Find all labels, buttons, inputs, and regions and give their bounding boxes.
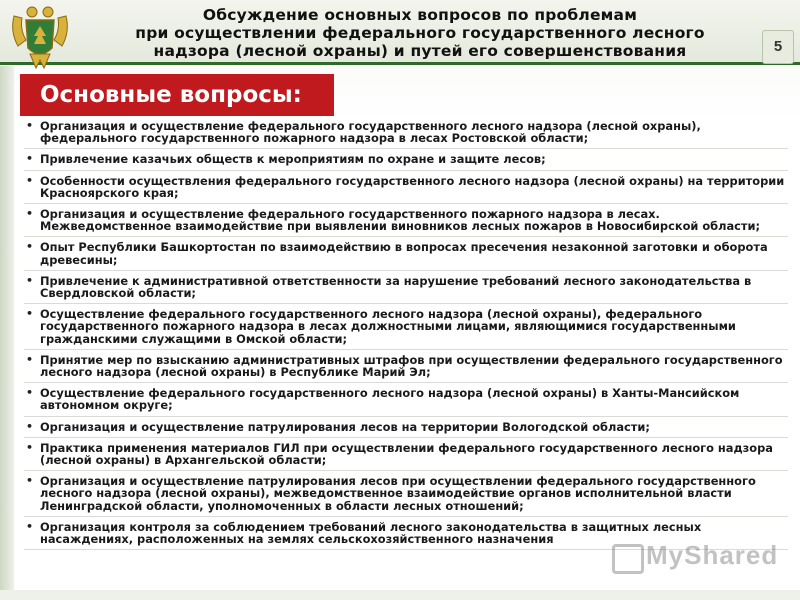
list-item [24, 421, 788, 438]
list-item-text: Осуществление федерального государственного лесного надзора (лесной охраны), федерального государственного пожарного надзора в лесах должностными лицами, являющимися государственными гражданскими служащими в Омской области; [40, 307, 736, 346]
watermark-logo-icon [612, 544, 644, 574]
list-item-text: Опыт Республики Башкортостан по взаимодействию в вопросах пресечения незаконной заготовки и оборота древесины; [40, 240, 768, 267]
header-band [0, 0, 800, 65]
bullet-icon: • [26, 152, 34, 166]
list-item-text: Особенности осуществления федерального государственного лесного надзора (лесной охраны) на территории Красноярского края; [40, 173, 785, 200]
coat-of-arms-emblem-icon [8, 2, 72, 72]
list-item [24, 275, 788, 304]
list-item-text: Организация и осуществление патрулирования лесов при осуществлении федерального государственного лесного надзора (лесной охраны), межведомственное взаимодействие органов исполнительной власти Ленинградской области, уполномоченных в области лесных отношений; [40, 474, 756, 513]
bullet-icon: • [26, 386, 34, 400]
list-item-text: Привлечение казачьих обществ к мероприятиям по охране и защите лесов; [40, 152, 546, 167]
list-item-text: Организация контроля за соблюдением требований лесного законодательства в защитных лесных насаждениях, расположенных на землях сельскохозяйственного назначения [40, 519, 702, 547]
list-item [24, 241, 788, 270]
bullet-icon: • [26, 173, 34, 187]
list-item [24, 153, 788, 170]
section-heading: Основные вопросы: [20, 74, 334, 116]
list-item-text: Организация и осуществление федерального государственного пожарного надзора в лесах. Межведомственное взаимодействие при выявлении виновников лесных пожаров в Новосибирской области; [40, 207, 761, 234]
list-item-text: Принятие мер по взысканию административных штрафов при осуществлении федерального государственного лесного надзора (лесной охраны) в Республике Марий Эл; [40, 352, 783, 380]
list-item-text: Организация и осуществление патрулирования лесов на территории Вологодской области; [40, 419, 650, 434]
list-item-text: Практика применения материалов ГИЛ при осуществлении федерального государственного лесного надзора (лесной охраны) в Архангельской области; [40, 440, 773, 468]
bullet-icon: • [26, 307, 34, 321]
list-item-text: Привлечение к административной ответственности за нарушение требований лесного законодательства в Свердловской области; [40, 273, 752, 301]
bullet-icon: • [26, 273, 34, 287]
watermark [612, 540, 779, 574]
watermark-text: MyShared [646, 540, 779, 570]
bullet-icon: • [26, 419, 34, 433]
issues-list [24, 120, 788, 554]
bottom-decor-bar [0, 590, 800, 600]
page-title: Обсуждение основных вопросов по проблемам при осуществлении федерального государственного лесного надзора (лесной охраны) и путей его совершенствования [135, 6, 705, 60]
list-item [24, 387, 788, 416]
bullet-icon: • [26, 352, 34, 366]
page-number: 5 [762, 30, 794, 64]
bullet-icon: • [26, 240, 34, 254]
list-item [24, 208, 788, 237]
bullet-icon: • [26, 519, 34, 533]
list-item-text: Осуществление федерального государственного лесного надзора (лесной охраны) в Ханты-Мансийском автономном округе; [40, 386, 740, 413]
list-item-text: Организация и осуществление федерального государственного лесного надзора (лесной охраны), федерального государственного пожарного надзора в лесах Ростовской области; [40, 119, 701, 146]
list-item [24, 475, 788, 517]
list-item [24, 308, 788, 350]
left-decor-bar [0, 66, 14, 600]
bullet-icon: • [26, 440, 34, 454]
list-item [24, 354, 788, 383]
bullet-icon: • [26, 474, 34, 488]
bullet-icon: • [26, 207, 34, 221]
bullet-icon: • [26, 119, 34, 132]
list-item [24, 442, 788, 471]
list-item [24, 175, 788, 204]
list-item [24, 120, 788, 149]
